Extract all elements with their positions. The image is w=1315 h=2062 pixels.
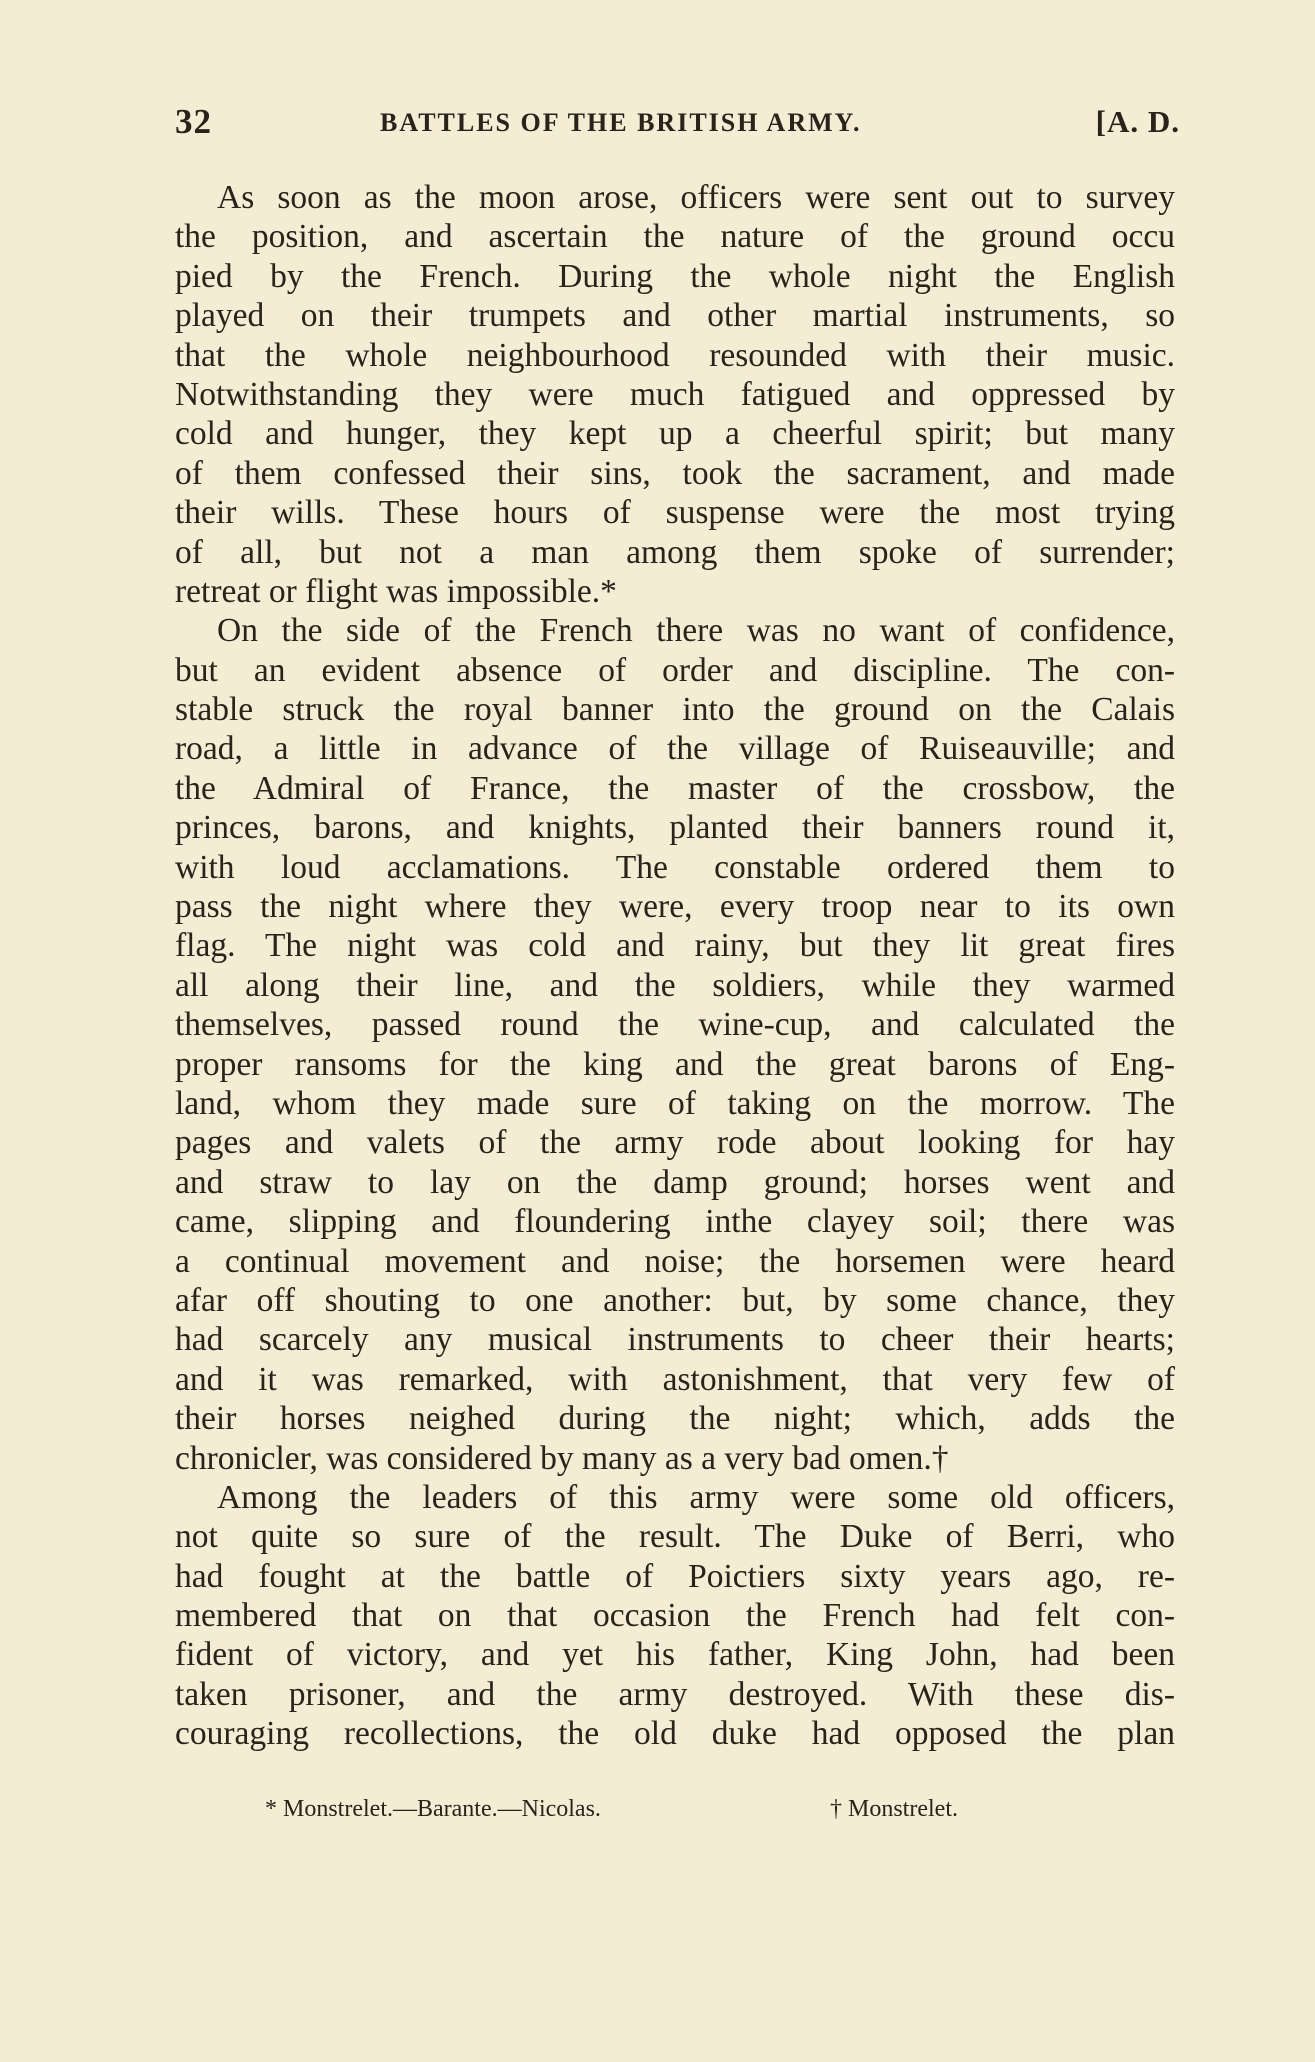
text-line: afar off shouting to one another: but, by some chance, they — [175, 1281, 1175, 1319]
text-line: fident of victory, and yet his father, King John, had been — [175, 1636, 1175, 1674]
text-line: the Admiral of France, the master of the crossbow, the — [175, 769, 1175, 807]
text-line: not quite so sure of the result. The Duke of Berri, who — [175, 1518, 1175, 1556]
text-line: their horses neighed during the night; which, adds the — [175, 1400, 1175, 1438]
text-line: proper ransoms for the king and the great barons of Eng- — [175, 1045, 1175, 1083]
text-line: the position, and ascertain the nature of the ground occu — [175, 218, 1175, 256]
running-date: [A. D. — [1095, 104, 1180, 139]
text-line: Notwithstanding they were much fatigued and oppressed by — [175, 375, 1175, 413]
text-line: princes, barons, and knights, planted their banners round it, — [175, 809, 1175, 847]
text-line: had fought at the battle of Poictiers sixty years ago, re- — [175, 1557, 1175, 1595]
text-line: but an evident absence of order and discipline. The con- — [175, 651, 1175, 689]
footnote: * Monstrelet.—Barante.—Nicolas. — [265, 1796, 601, 1822]
text-line: Among the leaders of this army were some old officers, — [217, 1478, 1175, 1516]
text-line: cold and hunger, they kept up a cheerful spirit; but many — [175, 415, 1175, 453]
text-line: of them confessed their sins, took the sacrament, and made — [175, 454, 1175, 492]
footnote: † Monstrelet. — [830, 1796, 958, 1822]
text-line: came, slipping and floundering inthe clayey soil; there was — [175, 1203, 1175, 1241]
text-line: chronicler, was considered by many as a very bad omen.† — [175, 1439, 949, 1477]
text-line: membered that on that occasion the French had felt con- — [175, 1597, 1175, 1635]
text-line: and straw to lay on the damp ground; horses went and — [175, 1163, 1175, 1201]
text-line: flag. The night was cold and rainy, but they lit great fires — [175, 927, 1175, 965]
text-line: pied by the French. During the whole night the English — [175, 257, 1175, 295]
text-line: road, a little in advance of the village of Ruiseauville; and — [175, 730, 1175, 768]
text-line: their wills. These hours of suspense were the most trying — [175, 494, 1175, 532]
page-header — [175, 102, 1180, 142]
text-line: played on their trumpets and other martial instruments, so — [175, 297, 1175, 335]
text-line: On the side of the French there was no want of confidence, — [217, 612, 1175, 650]
text-line: themselves, passed round the wine-cup, and calculated the — [175, 1006, 1175, 1044]
page-number: 32 — [175, 102, 212, 141]
text-line: As soon as the moon arose, officers were sent out to survey — [217, 179, 1175, 216]
text-line: retreat or flight was impossible.* — [175, 572, 617, 610]
text-line: with loud acclamations. The constable ordered them to — [175, 848, 1175, 886]
footnotes — [265, 1796, 1105, 1832]
running-title: BATTLES OF THE BRITISH ARMY. — [380, 108, 862, 137]
text-line: had scarcely any musical instruments to cheer their hearts; — [175, 1321, 1175, 1359]
body-text — [175, 178, 1175, 1754]
text-line: couraging recollections, the old duke had opposed the plan — [175, 1715, 1175, 1753]
text-line: a continual movement and noise; the horsemen were heard — [175, 1242, 1175, 1280]
text-line: of all, but not a man among them spoke of surrender; — [175, 533, 1175, 571]
text-line: pages and valets of the army rode about looking for hay — [175, 1124, 1175, 1162]
text-line: land, whom they made sure of taking on the morrow. The — [175, 1084, 1175, 1122]
text-line: that the whole neighbourhood resounded with their music. — [175, 336, 1175, 374]
text-line: pass the night where they were, every troop near to its own — [175, 888, 1175, 926]
text-line: all along their line, and the soldiers, while they warmed — [175, 966, 1175, 1004]
text-line: stable struck the royal banner into the ground on the Calais — [175, 691, 1175, 729]
text-line: taken prisoner, and the army destroyed. With these dis- — [175, 1675, 1175, 1713]
text-line: and it was remarked, with astonishment, that very few of — [175, 1360, 1175, 1398]
